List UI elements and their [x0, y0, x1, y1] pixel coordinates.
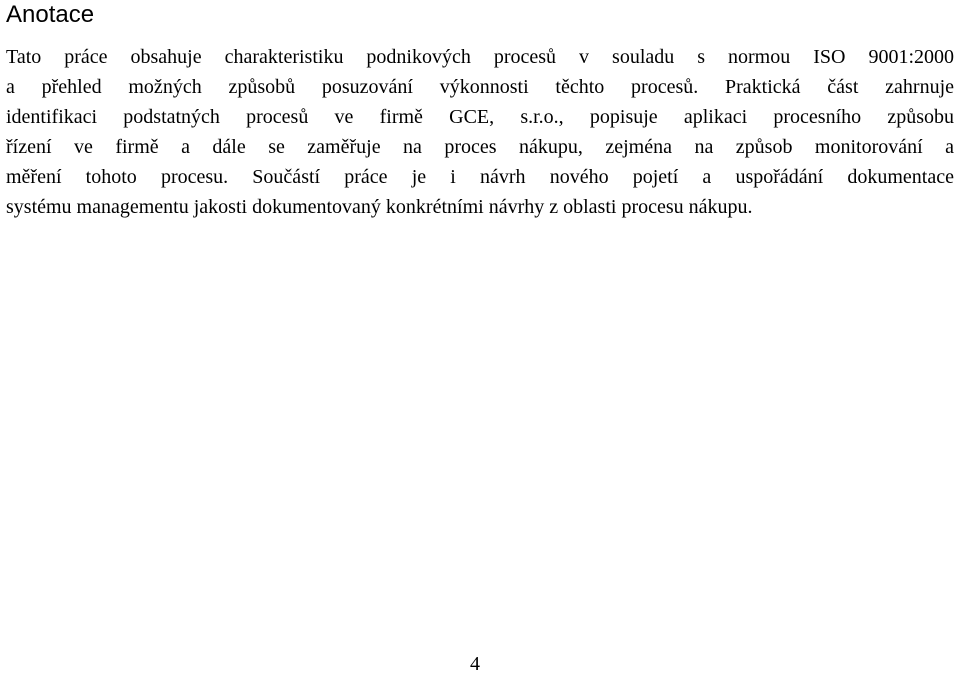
- abstract-line: měření tohoto procesu. Součástí práce je i návrh nového pojetí a uspořádání dokumentace: [6, 166, 954, 188]
- abstract-line: řízení ve firmě a dále se zaměřuje na proces nákupu, zejména na způsob monitorování a: [6, 136, 954, 158]
- abstract-line: identifikaci podstatných procesů ve firmě GCE, s.r.o., popisuje aplikaci procesního způsobu: [6, 106, 954, 128]
- abstract-line: systému managementu jakosti dokumentovaný konkrétními návrhy z oblasti procesu nákupu.: [6, 196, 753, 218]
- page-number: 4: [470, 653, 480, 675]
- abstract-paragraph: [6, 42, 954, 222]
- abstract-line: Tato práce obsahuje charakteristiku podnikových procesů v souladu s normou ISO 9001:2000: [6, 46, 954, 68]
- abstract-line: a přehled možných způsobů posuzování výkonnosti těchto procesů. Praktická část zahrnuje: [6, 76, 954, 98]
- page-title: Anotace: [6, 1, 95, 28]
